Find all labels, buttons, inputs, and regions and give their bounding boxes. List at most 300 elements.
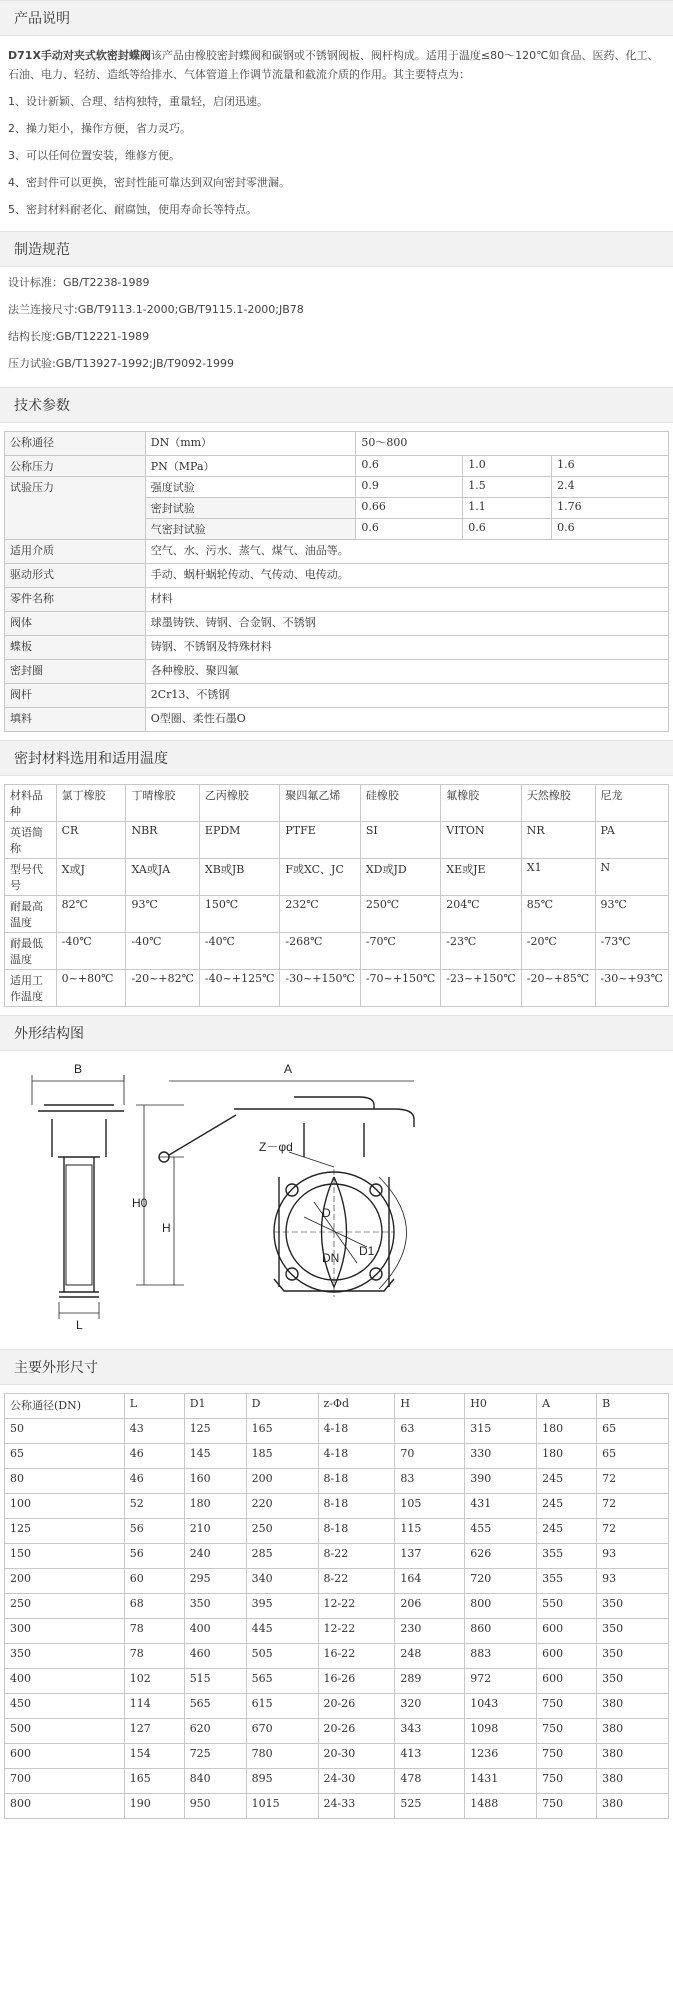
table-cell: 478	[395, 1769, 465, 1794]
table-cell: 8-18	[318, 1494, 395, 1519]
table-cell: XE或JE	[441, 859, 521, 896]
dim-label-d1: D1	[359, 1244, 375, 1258]
table-cell: -40℃	[56, 933, 126, 970]
table-cell: 883	[465, 1644, 537, 1669]
table-cell: 620	[184, 1719, 246, 1744]
table-cell: D	[246, 1394, 318, 1419]
table-row	[5, 660, 669, 684]
table-cell: 125	[5, 1519, 125, 1544]
table-cell: 289	[395, 1669, 465, 1694]
table-cell: 93℃	[595, 896, 668, 933]
table-row	[5, 1594, 669, 1619]
table-cell: D1	[184, 1394, 246, 1419]
table-cell: 150℃	[199, 896, 279, 933]
table-cell: 137	[395, 1544, 465, 1569]
table-cell: 750	[537, 1744, 597, 1769]
table-cell: XA或JA	[126, 859, 199, 896]
table-cell: 206	[395, 1594, 465, 1619]
table-cell: 165	[124, 1769, 184, 1794]
table-cell: 164	[395, 1569, 465, 1594]
table-cell: 315	[465, 1419, 537, 1444]
table-cell: 505	[246, 1644, 318, 1669]
table-cell: 72	[597, 1494, 669, 1519]
table-cell: 413	[395, 1744, 465, 1769]
table-cell: 56	[124, 1519, 184, 1544]
table-cell: 800	[5, 1794, 125, 1819]
table-cell: H	[395, 1394, 465, 1419]
intro-paragraph	[8, 46, 659, 84]
table-cell: 16-26	[318, 1669, 395, 1694]
table-cell: B	[597, 1394, 669, 1419]
table-cell: 200	[246, 1469, 318, 1494]
table-cell: 950	[184, 1794, 246, 1819]
standard-item: 结构长度:GB/T12221-1989	[8, 330, 150, 343]
table-cell: 公称通径(DN)	[5, 1394, 125, 1419]
table-cell: 16-22	[318, 1644, 395, 1669]
table-row	[5, 1694, 669, 1719]
table-row	[5, 477, 669, 498]
table-cell: 431	[465, 1494, 537, 1519]
table-cell: PTFE	[280, 822, 360, 859]
table-cell: 320	[395, 1694, 465, 1719]
table-cell: XB或JB	[199, 859, 279, 896]
table-cell: 英语简称	[5, 822, 57, 859]
table-cell: 565	[246, 1669, 318, 1694]
table-cell: 343	[395, 1719, 465, 1744]
table-cell: -40~+125℃	[199, 970, 279, 1007]
table-cell: 185	[246, 1444, 318, 1469]
table-cell: 355	[537, 1544, 597, 1569]
table-cell: 390	[465, 1469, 537, 1494]
table-cell: 60	[124, 1569, 184, 1594]
section-title-material: 密封材料选用和适用温度	[0, 740, 673, 776]
tech-table	[4, 431, 669, 732]
section-title-dims: 主要外形尺寸	[0, 1349, 673, 1385]
dim-label-d: D	[322, 1206, 331, 1220]
table-cell: 63	[395, 1419, 465, 1444]
table-cell: 65	[597, 1419, 669, 1444]
table-cell: 515	[184, 1669, 246, 1694]
table-cell: 强度试验	[145, 477, 356, 498]
table-cell: 1098	[465, 1719, 537, 1744]
table-cell: 驱动形式	[5, 564, 146, 588]
table-cell: 78	[124, 1619, 184, 1644]
table-cell: 750	[537, 1694, 597, 1719]
table-cell: 56	[124, 1544, 184, 1569]
table-cell: 8-18	[318, 1519, 395, 1544]
table-cell: 氯丁橡胶	[56, 785, 126, 822]
dim-label-zd: Z－φd	[259, 1140, 293, 1154]
table-row	[5, 1744, 669, 1769]
table-cell: 1.6	[552, 456, 669, 477]
table-row	[5, 1419, 669, 1444]
table-row	[5, 1794, 669, 1819]
table-cell: 0.6	[356, 456, 463, 477]
table-cell: 52	[124, 1494, 184, 1519]
table-cell: 380	[597, 1694, 669, 1719]
standard-item: 压力试验:GB/T13927-1992;JB/T9092-1999	[8, 357, 235, 370]
table-cell: EPDM	[199, 822, 279, 859]
table-cell: 780	[246, 1744, 318, 1769]
table-cell: 180	[537, 1419, 597, 1444]
table-cell: -23℃	[441, 933, 521, 970]
table-cell: 248	[395, 1644, 465, 1669]
table-cell: 8-22	[318, 1569, 395, 1594]
table-cell: 380	[597, 1769, 669, 1794]
table-cell: 2Cr13、不锈钢	[145, 684, 668, 708]
table-cell: 85℃	[521, 896, 595, 933]
table-cell: 20-30	[318, 1744, 395, 1769]
table-row	[5, 1469, 669, 1494]
table-cell: 125	[184, 1419, 246, 1444]
table-cell: 380	[597, 1794, 669, 1819]
table-cell: 232℃	[280, 896, 360, 933]
table-cell: 350	[597, 1619, 669, 1644]
table-cell: 1431	[465, 1769, 537, 1794]
section-title-standards: 制造规范	[0, 231, 673, 267]
table-cell: 型号代号	[5, 859, 57, 896]
table-cell: 395	[246, 1594, 318, 1619]
table-cell: 适用介质	[5, 540, 146, 564]
table-row	[5, 708, 669, 732]
table-cell: O型圈、柔性石墨O	[145, 708, 668, 732]
table-row	[5, 1519, 669, 1544]
table-cell: PA	[595, 822, 668, 859]
intro-point: 5、密封材料耐老化、耐腐蚀，使用寿命长等特点。	[8, 203, 257, 216]
table-cell: 65	[597, 1444, 669, 1469]
table-cell: 380	[597, 1719, 669, 1744]
table-cell: 720	[465, 1569, 537, 1594]
table-cell: CR	[56, 822, 126, 859]
table-row	[5, 822, 669, 859]
table-cell: 220	[246, 1494, 318, 1519]
table-cell: 626	[465, 1544, 537, 1569]
dim-label-l: L	[76, 1318, 83, 1332]
table-cell: -30~+93℃	[595, 970, 668, 1007]
table-cell: 阀杆	[5, 684, 146, 708]
standards-list	[0, 267, 673, 387]
table-cell: 0.9	[356, 477, 463, 498]
table-cell: 750	[537, 1794, 597, 1819]
table-cell: 250	[246, 1519, 318, 1544]
table-cell: XD或JD	[360, 859, 440, 896]
table-row	[5, 684, 669, 708]
table-cell: 500	[5, 1719, 125, 1744]
handle-arm	[169, 1115, 236, 1155]
table-cell: 100	[5, 1494, 125, 1519]
table-cell: 24-33	[318, 1794, 395, 1819]
table-cell: 12-22	[318, 1619, 395, 1644]
table-row	[5, 1494, 669, 1519]
table-row	[5, 432, 669, 456]
table-cell: 24-30	[318, 1769, 395, 1794]
dim-label-h0: H0	[132, 1196, 148, 1210]
table-cell: 600	[537, 1619, 597, 1644]
table-cell: 50～800	[356, 432, 669, 456]
table-cell: 乙丙橡胶	[199, 785, 279, 822]
table-cell: 230	[395, 1619, 465, 1644]
table-cell: -268℃	[280, 933, 360, 970]
table-cell: 565	[184, 1694, 246, 1719]
table-cell: NR	[521, 822, 595, 859]
table-cell: 0.6	[463, 519, 552, 540]
table-cell: 165	[246, 1419, 318, 1444]
intro-text	[0, 36, 673, 231]
table-cell: 93℃	[126, 896, 199, 933]
table-cell: 800	[465, 1594, 537, 1619]
table-cell: 尼龙	[595, 785, 668, 822]
standard-item: 设计标准：GB/T2238-1989	[8, 276, 150, 289]
table-cell: 200	[5, 1569, 125, 1594]
side-body	[64, 1157, 94, 1292]
table-cell: 1015	[246, 1794, 318, 1819]
table-cell: 600	[5, 1744, 125, 1769]
table-cell: 密封圈	[5, 660, 146, 684]
table-cell: 400	[5, 1669, 125, 1694]
valve-schematic	[4, 1057, 669, 1341]
section-title-shape: 外形结构图	[0, 1015, 673, 1051]
table-cell: 46	[124, 1469, 184, 1494]
handle-lever	[234, 1109, 414, 1127]
table-cell: X1	[521, 859, 595, 896]
table-cell: 耐最低温度	[5, 933, 57, 970]
table-cell: 72	[597, 1469, 669, 1494]
intro-lead-rest: 该产品由橡胶密封蝶阀和碳钢或不锈钢阀板、阀杆构成。适用于温度≤80～120℃如食品、医药、化工、石油、电力、轻纺、造纸等给排水、气体管道上作调节流量和截流介质的作用。其主要特点为：	[8, 49, 659, 81]
table-cell: -73℃	[595, 933, 668, 970]
table-cell: 1.76	[552, 498, 669, 519]
table-cell: 350	[597, 1644, 669, 1669]
table-cell: 硅橡胶	[360, 785, 440, 822]
table-cell: 1.0	[463, 456, 552, 477]
table-cell: 70	[395, 1444, 465, 1469]
table-cell: 102	[124, 1669, 184, 1694]
table-cell: 127	[124, 1719, 184, 1744]
table-cell: DN（mm）	[145, 432, 356, 456]
side-neck	[52, 1119, 106, 1157]
table-cell: 0~+80℃	[56, 970, 126, 1007]
table-cell: -20~+82℃	[126, 970, 199, 1007]
table-cell: 8-22	[318, 1544, 395, 1569]
table-cell: 240	[184, 1544, 246, 1569]
table-cell: 750	[537, 1769, 597, 1794]
table-cell: -20℃	[521, 933, 595, 970]
table-cell: -40℃	[199, 933, 279, 970]
table-cell: 0.66	[356, 498, 463, 519]
table-cell: 330	[465, 1444, 537, 1469]
table-row	[5, 540, 669, 564]
table-cell: 105	[395, 1494, 465, 1519]
table-cell: SI	[360, 822, 440, 859]
table-cell: 115	[395, 1519, 465, 1544]
table-cell: 82℃	[56, 896, 126, 933]
table-cell: 空气、水、污水、蒸气、煤气、油品等。	[145, 540, 668, 564]
intro-point: 2、操力矩小，操作方便，省力灵巧。	[8, 122, 191, 135]
table-cell: -20~+85℃	[521, 970, 595, 1007]
table-cell: 350	[597, 1594, 669, 1619]
table-cell: 355	[537, 1569, 597, 1594]
table-cell: 245	[537, 1519, 597, 1544]
table-cell: 245	[537, 1494, 597, 1519]
table-cell: 适用工作温度	[5, 970, 57, 1007]
table-cell: 气密封试验	[145, 519, 356, 540]
table-cell: 72	[597, 1519, 669, 1544]
table-cell: 密封试验	[145, 498, 356, 519]
table-cell: 150	[5, 1544, 125, 1569]
table-cell: X或J	[56, 859, 126, 896]
table-row	[5, 859, 669, 896]
table-cell: 180	[537, 1444, 597, 1469]
dim-label-a: A	[284, 1062, 293, 1076]
table-cell: F或XC、JC	[280, 859, 360, 896]
table-cell: 455	[465, 1519, 537, 1544]
table-cell: 68	[124, 1594, 184, 1619]
table-cell: 460	[184, 1644, 246, 1669]
table-cell: 8-18	[318, 1469, 395, 1494]
table-cell: 700	[5, 1769, 125, 1794]
table-cell: 972	[465, 1669, 537, 1694]
table-cell: 2.4	[552, 477, 669, 498]
table-cell: 525	[395, 1794, 465, 1819]
table-cell: 750	[537, 1719, 597, 1744]
table-cell: 210	[184, 1519, 246, 1544]
table-cell: 氟橡胶	[441, 785, 521, 822]
table-cell: 试验压力	[5, 477, 146, 540]
intro-point: 3、可以任何位置安装，维修方便。	[8, 149, 180, 162]
table-cell: 250	[5, 1594, 125, 1619]
table-row	[5, 612, 669, 636]
table-row	[5, 1644, 669, 1669]
table-cell: 380	[597, 1744, 669, 1769]
table-row	[5, 970, 669, 1007]
table-cell: 670	[246, 1719, 318, 1744]
table-cell: 350	[5, 1644, 125, 1669]
table-cell: -40℃	[126, 933, 199, 970]
table-cell: 450	[5, 1694, 125, 1719]
table-cell: A	[537, 1394, 597, 1419]
table-cell: 1043	[465, 1694, 537, 1719]
table-cell: 4-18	[318, 1444, 395, 1469]
dim-label-b: B	[74, 1062, 83, 1076]
table-cell: 65	[5, 1444, 125, 1469]
table-cell: 阀体	[5, 612, 146, 636]
table-cell: -70℃	[360, 933, 440, 970]
table-cell: 43	[124, 1419, 184, 1444]
table-cell: 600	[537, 1669, 597, 1694]
valve-drawing	[4, 1057, 669, 1341]
table-cell: N	[595, 859, 668, 896]
table-cell: 蝶板	[5, 636, 146, 660]
dim-label-dn: DN	[322, 1251, 340, 1265]
table-cell: 160	[184, 1469, 246, 1494]
table-cell: 114	[124, 1694, 184, 1719]
table-cell: z-Φd	[318, 1394, 395, 1419]
table-cell: 天然橡胶	[521, 785, 595, 822]
table-cell: 445	[246, 1619, 318, 1644]
table-cell: 0.6	[356, 519, 463, 540]
table-cell: 聚四氟乙烯	[280, 785, 360, 822]
intro-point: 4、密封件可以更换，密封性能可靠达到双向密封零泄漏。	[8, 176, 290, 189]
table-cell: 154	[124, 1744, 184, 1769]
table-cell: 204℃	[441, 896, 521, 933]
table-cell: 公称通径	[5, 432, 146, 456]
table-cell: 600	[537, 1644, 597, 1669]
table-row	[5, 1394, 669, 1419]
table-cell: 245	[537, 1469, 597, 1494]
standard-item: 法兰连接尺寸:GB/T9113.1-2000;GB/T9115.1-2000;JB78	[8, 303, 304, 316]
table-row	[5, 933, 669, 970]
table-cell: 78	[124, 1644, 184, 1669]
table-cell: 0.6	[552, 519, 669, 540]
table-cell: 285	[246, 1544, 318, 1569]
section-title-tech: 技术参数	[0, 387, 673, 423]
table-cell: -70~+150℃	[360, 970, 440, 1007]
table-cell: 手动、蜗杆蜗轮传动、气传动、电传动。	[145, 564, 668, 588]
table-cell: 93	[597, 1569, 669, 1594]
table-cell: 46	[124, 1444, 184, 1469]
table-row	[5, 1569, 669, 1594]
table-cell: 190	[124, 1794, 184, 1819]
table-row	[5, 1669, 669, 1694]
table-cell: 公称压力	[5, 456, 146, 477]
table-cell: 895	[246, 1769, 318, 1794]
table-cell: 350	[597, 1669, 669, 1694]
table-cell: 丁晴橡胶	[126, 785, 199, 822]
table-row	[5, 1769, 669, 1794]
table-cell: 20-26	[318, 1719, 395, 1744]
table-cell: L	[124, 1394, 184, 1419]
table-cell: H0	[465, 1394, 537, 1419]
table-cell: 295	[184, 1569, 246, 1594]
table-cell: 550	[537, 1594, 597, 1619]
table-cell: 83	[395, 1469, 465, 1494]
table-cell: -30~+150℃	[280, 970, 360, 1007]
table-cell: 20-26	[318, 1694, 395, 1719]
table-cell: 50	[5, 1419, 125, 1444]
table-cell: 4-18	[318, 1419, 395, 1444]
intro-lead: D71X手动对夹式软密封蝶阀	[8, 49, 151, 62]
table-cell: 铸钢、不锈钢及特殊材料	[145, 636, 668, 660]
intro-point: 1、设计新颖、合理、结构独特，重量轻，启闭迅速。	[8, 95, 268, 108]
section-title-intro: 产品说明	[0, 0, 673, 36]
table-cell: 材料品种	[5, 785, 57, 822]
table-cell: 1.5	[463, 477, 552, 498]
table-cell: 填料	[5, 708, 146, 732]
table-row	[5, 1619, 669, 1644]
table-cell: NBR	[126, 822, 199, 859]
material-table	[4, 784, 669, 1007]
table-row	[5, 636, 669, 660]
table-cell: 1236	[465, 1744, 537, 1769]
table-cell: 耐最高温度	[5, 896, 57, 933]
table-cell: 93	[597, 1544, 669, 1569]
table-cell: 725	[184, 1744, 246, 1769]
table-cell: 80	[5, 1469, 125, 1494]
table-cell: -23~+150℃	[441, 970, 521, 1007]
table-cell: 340	[246, 1569, 318, 1594]
table-cell: PN（MPa）	[145, 456, 356, 477]
table-row	[5, 1444, 669, 1469]
table-row	[5, 564, 669, 588]
table-cell: VITON	[441, 822, 521, 859]
table-row	[5, 588, 669, 612]
table-cell: 145	[184, 1444, 246, 1469]
table-cell: 840	[184, 1769, 246, 1794]
table-cell: 300	[5, 1619, 125, 1644]
table-cell: 615	[246, 1694, 318, 1719]
table-cell: 860	[465, 1619, 537, 1644]
table-cell: 400	[184, 1619, 246, 1644]
dimension-table	[4, 1393, 669, 1819]
